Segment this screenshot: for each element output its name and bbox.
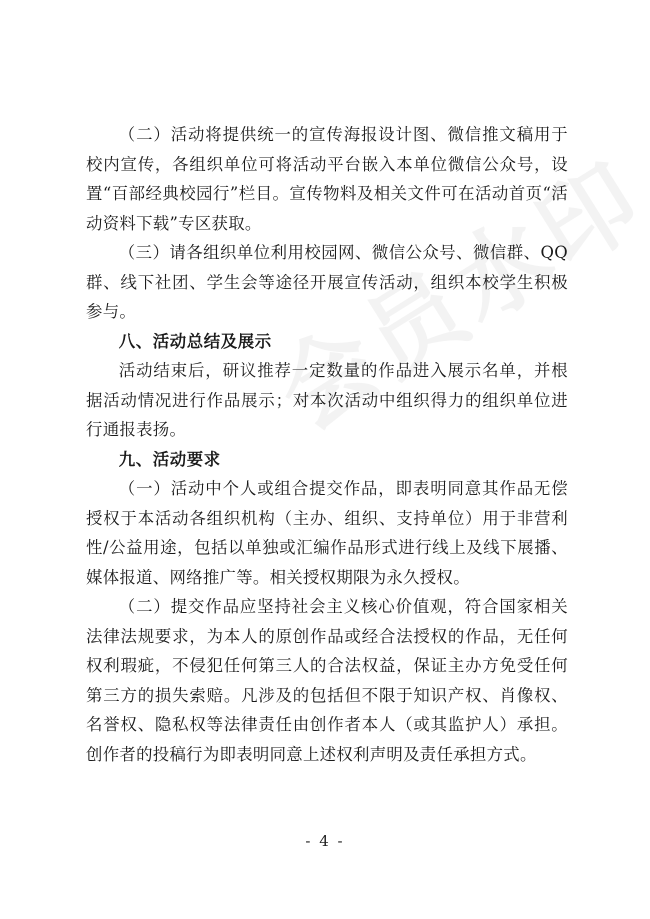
section-heading-requirements: 九、活动要求: [118, 449, 221, 469]
document-body: [86, 120, 568, 769]
page-number: - 4 -: [305, 832, 345, 850]
paragraph-publicity-channels: （三）请各组织单位利用校园网、微信公众号、微信群、QQ群、线下社团、学生会等途径开展宣传活动，组织本校学生积极参与。: [86, 243, 568, 321]
paragraph-legal-responsibility: （二）提交作品应坚持社会主义核心价值观，符合国家相关法律法规要求，为本人的原创作品或经合法授权的作品，无任何权利瑕疵，不侵犯任何第三人的合法权益，保证主办方免受任何第三方的损失索赔。凡涉及的包括但不限于知识产权、肖像权、名誉权、隐私权等法律责任由创作者本人（或其监护人）承担。创作者的投稿行为即表明同意上述权利声明及责任承担方式。: [86, 597, 568, 764]
paragraph-authorization: （一）活动中个人或组合提交作品，即表明同意其作品无偿授权于本活动各组织机构（主办、组织、支持单位）用于非营利性/公益用途，包括以单独或汇编作品形式进行线上及线下展播、媒体报道、网络推广等。相关授权期限为永久授权。: [86, 479, 568, 587]
section-heading-summary: 八、活动总结及展示: [118, 331, 272, 351]
paragraph-summary: 活动结束后，研议推荐一定数量的作品进入展示名单，并根据活动情况进行作品展示；对本次活动中组织得力的组织单位进行通报表扬。: [86, 361, 568, 439]
paragraph-publicity-materials: （二）活动将提供统一的宣传海报设计图、微信推文稿用于校内宣传，各组织单位可将活动平台嵌入本单位微信公众号，设置“百部经典校园行”栏目。宣传物料及相关文件可在活动首页“活动资料下载”专区获取。: [86, 125, 568, 233]
